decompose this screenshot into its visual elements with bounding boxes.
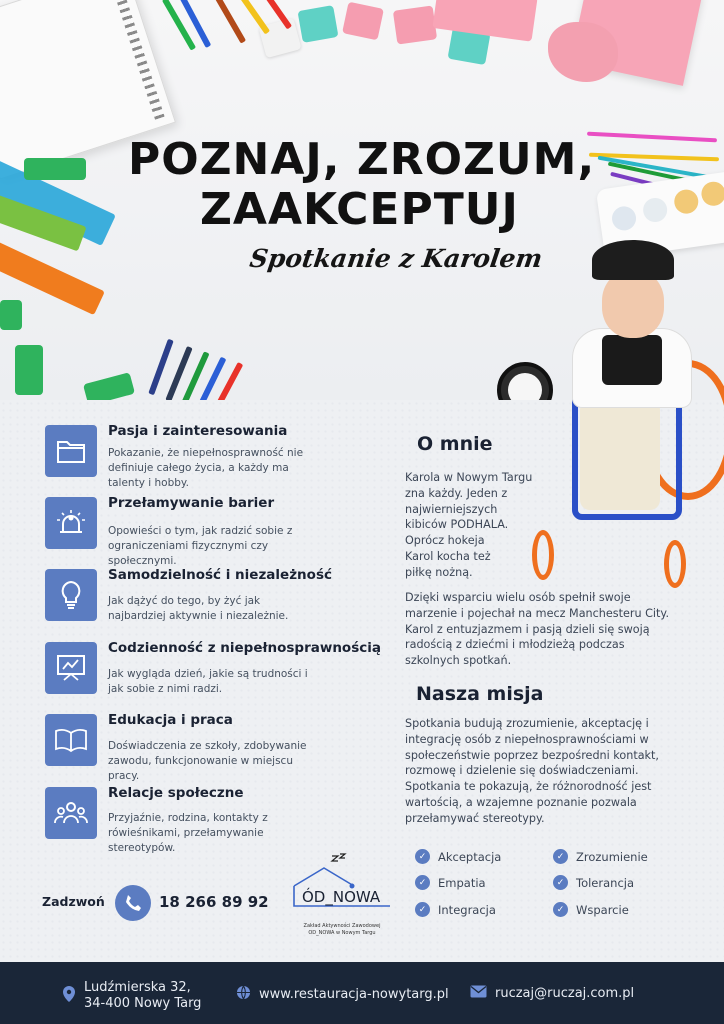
- value-label: Integracja: [438, 902, 496, 917]
- value-label: Akceptacja: [438, 849, 502, 864]
- mission-title: Nasza misja: [416, 683, 544, 705]
- address-line: Ludźmierska 32,: [84, 980, 191, 995]
- subtitle: Spotkanie z Karolem: [247, 244, 545, 273]
- headline-line-1: POZNAJ, ZROZUM,: [128, 134, 596, 185]
- feature-description: Jak dążyć do tego, by żyć jak najbardziej aktywnie i niezależnie.: [108, 595, 289, 622]
- breakthrough-icon: [45, 497, 97, 549]
- mission-text: Spotkania budują zrozumienie, akceptację i integrację osób z niepełnosprawnościami w społeczeństwie poprzez bezpośredni kontakt, rozmowę i dzielenie się doświadczeniami. Spotkania te pokazują, że różnorodność jest wartością, a wzajemne poznanie pozwala przełamywać stereotypy.: [405, 717, 659, 825]
- boy-in-wheelchair-photo: [532, 240, 724, 600]
- value-item: [415, 849, 501, 864]
- value-item: [553, 902, 629, 917]
- logo-caption-line: Zakład Aktywności Zawodowej: [303, 923, 381, 929]
- footer-address: [62, 980, 201, 1012]
- value-label: Empatia: [438, 875, 486, 890]
- eraser-decoration: [393, 5, 437, 44]
- book-icon: [45, 714, 97, 766]
- check-icon: ✓: [415, 849, 430, 864]
- eraser-decoration: [24, 158, 86, 180]
- value-label: Wsparcie: [576, 902, 629, 917]
- check-icon: ✓: [415, 902, 430, 917]
- about-line: Karol kocha też: [405, 549, 491, 563]
- pencil-decoration: [587, 132, 717, 143]
- feature-title: Codzienność z niepełnosprawnością: [108, 640, 381, 656]
- face-shape: [602, 270, 664, 338]
- feature-description: Pokazanie, że niepełnosprawność nie definiuje całego życia, a każdy ma talenty i hobby.: [108, 447, 304, 489]
- email-link[interactable]: ruczaj@ruczaj.com.pl: [495, 986, 635, 1001]
- eraser-decoration: [83, 372, 135, 400]
- about-line: Karola w Nowym Targu: [405, 471, 533, 484]
- phone-icon[interactable]: [115, 885, 151, 921]
- call-label: Zadzwoń: [42, 894, 105, 909]
- value-item: [553, 849, 648, 864]
- globe-icon: [236, 985, 251, 1004]
- sharpener-decoration: [0, 300, 22, 330]
- feature-title: Pasja i zainteresowania: [108, 423, 288, 439]
- vest-shape: [602, 335, 662, 385]
- pencil-decoration: [212, 0, 246, 44]
- footer: [0, 962, 724, 1024]
- website-link[interactable]: www.restauracja-nowytarg.pl: [259, 987, 449, 1002]
- check-icon: ✓: [553, 902, 568, 917]
- about-intro: [405, 470, 555, 581]
- folder-icon: [45, 425, 97, 477]
- feature-title: Relacje społeczne: [108, 785, 244, 801]
- feature-description: Przyjaźnie, rodzina, kontakty z rówieśnikami, przełamywanie stereotypów.: [108, 812, 268, 854]
- check-icon: ✓: [553, 849, 568, 864]
- feature-title: Edukacja i praca: [108, 712, 233, 728]
- about-line: piłkę nożną.: [405, 565, 473, 579]
- feature-title: Samodzielność i niezależność: [108, 567, 332, 583]
- about-title: O mnie: [417, 433, 493, 455]
- people-icon: [45, 787, 97, 839]
- about-line: Oprócz hokeja: [405, 534, 485, 548]
- logo-caption-line: OD_NOWA w Nowym Targu: [308, 930, 376, 936]
- footer-website[interactable]: [236, 985, 449, 1004]
- marker-decoration: [15, 345, 43, 395]
- eraser-decoration: [342, 2, 384, 41]
- eraser-decoration: [297, 5, 338, 43]
- footer-email[interactable]: [470, 985, 634, 1002]
- address-text: [84, 980, 201, 1012]
- crumpled-paper-decoration: [548, 22, 618, 82]
- phone-number[interactable]: 18 266 89 92: [159, 893, 269, 911]
- lightbulb-icon: [45, 569, 97, 621]
- about-line: zna każdy. Jeden z: [405, 486, 508, 500]
- value-label: Tolerancja: [576, 875, 635, 890]
- location-pin-icon: [62, 985, 76, 1007]
- value-item: [415, 902, 496, 917]
- hat-shape: [592, 240, 674, 280]
- feature-description: Jak wygląda dzień, jakie są trudności i jak sobie z nimi radzi.: [108, 668, 308, 695]
- headline: [128, 135, 598, 235]
- logo-caption: [283, 923, 401, 937]
- value-item: [415, 875, 486, 890]
- about-continuation: Dzięki wsparciu wielu osób spełnił swoje marzenie i pojechał na mecz Manchesteru City. Karol z entuzjazmem i pasją dzieli się swoją radością z dziećmi i młodzieżą podczas szkolnych spotkań.: [405, 591, 669, 668]
- value-item: [553, 875, 634, 890]
- mail-icon: [470, 985, 487, 1002]
- about-line: najwierniejszych: [405, 502, 498, 516]
- pencil-decoration: [179, 0, 212, 48]
- about-line: kibiców PODHALA.: [405, 518, 509, 532]
- legs-shape: [580, 400, 660, 510]
- check-icon: ✓: [415, 875, 430, 890]
- svg-text:ÓD_NOWA: ÓD_NOWA: [302, 888, 381, 906]
- caster-wheel-icon: [664, 540, 686, 588]
- check-icon: ✓: [553, 875, 568, 890]
- value-label: Zrozumienie: [576, 849, 648, 864]
- address-line: 34-400 Nowy Targ: [84, 996, 202, 1011]
- feature-description: Opowieści o tym, jak radzić sobie z ograniczeniami fizycznymi czy społecznymi.: [108, 525, 293, 567]
- feature-title: Przełamywanie barier: [108, 495, 275, 511]
- feature-description: Doświadczenia ze szkoły, zdobywanie zawodu, funkcjonowanie w miejscu pracy.: [108, 740, 307, 782]
- presentation-icon: [45, 642, 97, 694]
- headline-line-2: ZAAKCEPTUJ: [200, 184, 519, 235]
